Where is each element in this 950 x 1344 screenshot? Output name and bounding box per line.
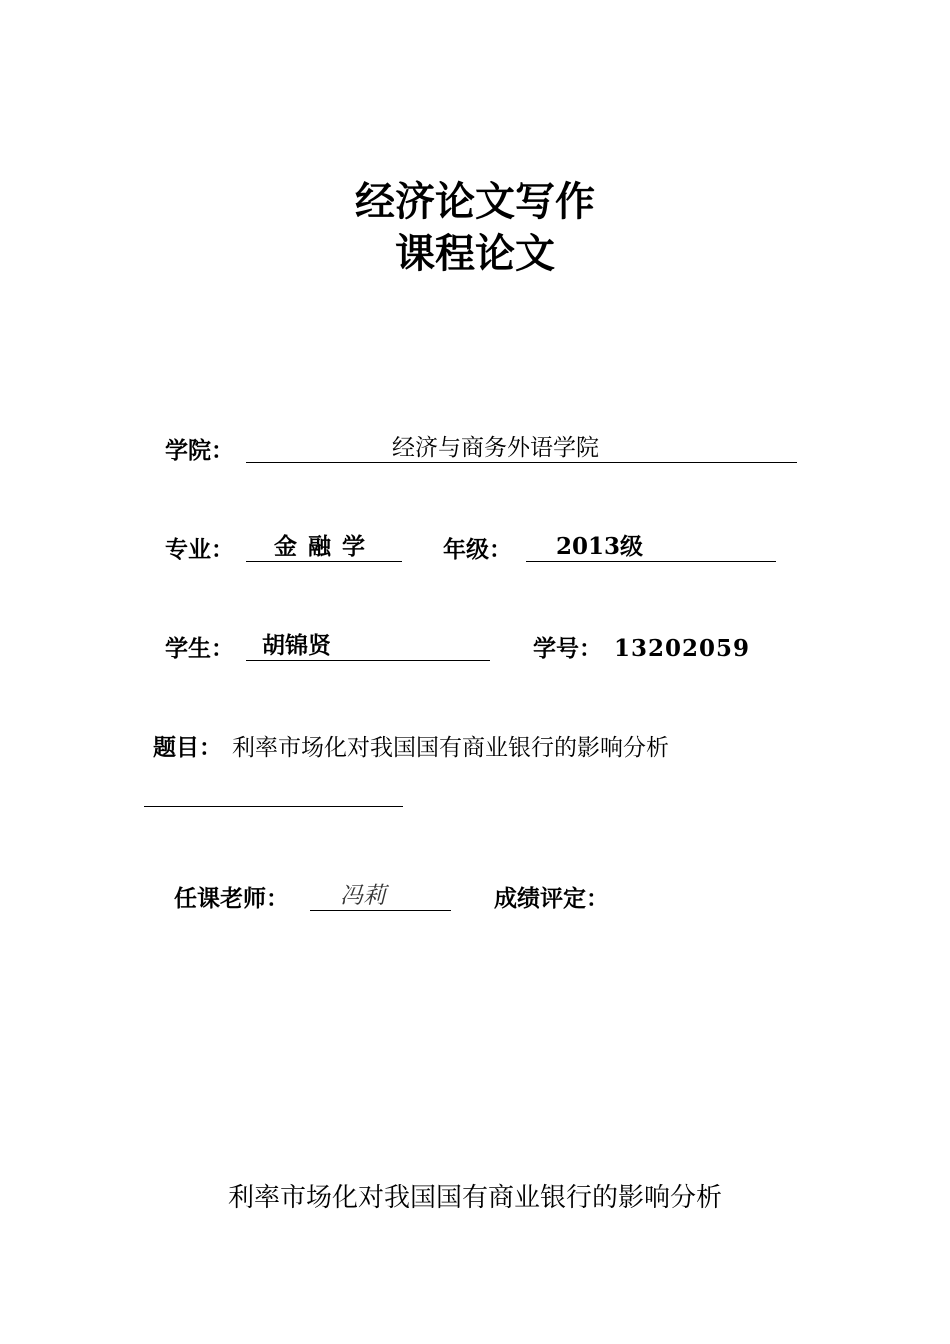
student-id-value: 13202059 <box>614 635 751 662</box>
topic-underline <box>144 806 403 807</box>
major-field <box>246 532 402 562</box>
paper-type-title: 课程论文 <box>395 230 555 277</box>
grade-field <box>526 532 776 562</box>
student-label: 学生： <box>165 635 234 662</box>
teacher-field <box>310 881 451 911</box>
grade-label: 年级： <box>443 536 512 563</box>
score-label: 成绩评定： <box>494 885 609 912</box>
topic-value: 利率市场化对我国国有商业银行的影响分析 <box>232 735 669 761</box>
course-title: 经济论文写作 <box>355 178 595 225</box>
teacher-label: 任课老师： <box>174 885 289 912</box>
college-value: 经济与商务外语学院 <box>392 435 599 461</box>
college-label: 学院： <box>165 437 234 464</box>
major-label: 专业： <box>165 536 234 563</box>
student-field <box>246 631 490 661</box>
topic-label: 题目： <box>153 734 222 761</box>
grade-value: 2013级 <box>556 533 644 560</box>
student-id-label: 学号： <box>533 635 602 662</box>
major-value: 金融学 <box>274 533 376 560</box>
paper-title: 利率市场化对我国国有商业银行的影响分析 <box>227 1183 722 1213</box>
student-value: 胡锦贤 <box>262 632 331 659</box>
teacher-value: 冯莉 <box>340 883 386 909</box>
college-field <box>246 433 797 463</box>
